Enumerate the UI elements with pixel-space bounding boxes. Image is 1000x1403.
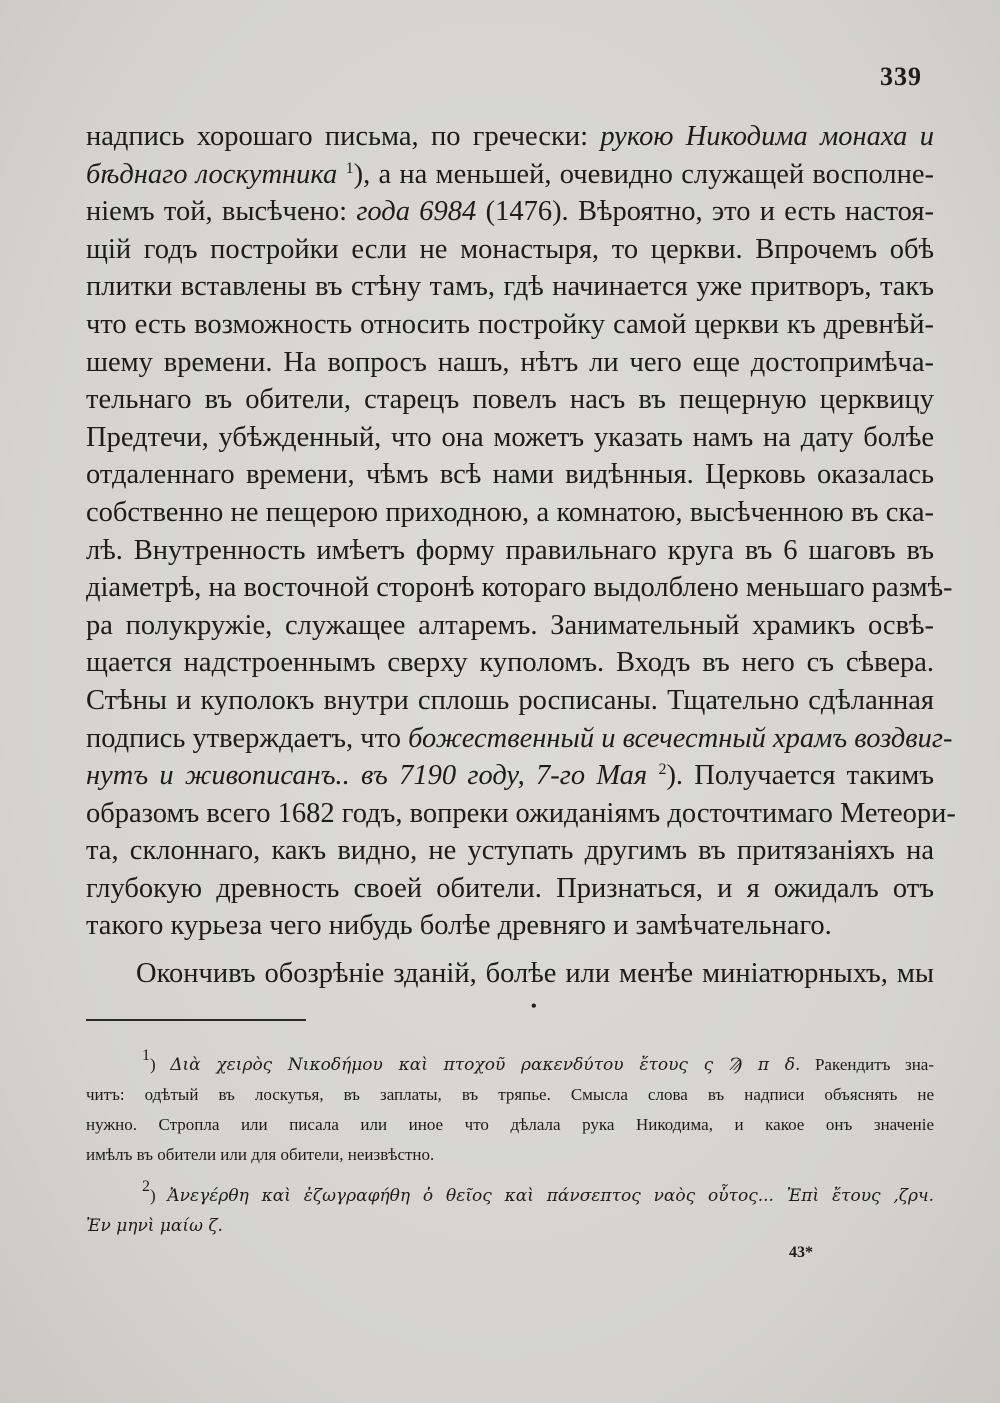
- footnote-line: имѣлъ въ обители или для обители, неизвѣстно.: [86, 1145, 435, 1164]
- italic-quote: божественный и всечестный храмъ воздвиг-: [408, 722, 953, 754]
- italic-quote: бѣднаго лоскутника: [86, 158, 338, 190]
- footnotes: [86, 1047, 935, 1241]
- printer-signature: 43*: [789, 1244, 813, 1261]
- text-line: шему времени. На вопросъ нашъ, нѣтъ ли чего еще достопримѣча-: [86, 346, 934, 378]
- text-line: образомъ всего 1682 годъ, вопреки ожиданіямъ досточтимаго Метеори-: [86, 797, 956, 829]
- separator-mark: •: [531, 998, 537, 1015]
- text-line: тельнаго въ обители, старецъ повелъ насъ въ пещерную церквицу: [86, 384, 934, 416]
- text-line: лѣ. Внутренность имѣетъ форму правильнаго круга въ 6 шаговъ въ: [86, 534, 934, 566]
- text-line: надпись хорошаго письма, по гречески: рукою Никодима монаха и: [86, 121, 934, 152]
- main-text: [86, 118, 956, 993]
- text-line: отдаленнаго времени, чѣмъ всѣ нами видѣнныя. Церковь оказалась: [86, 459, 934, 491]
- footnote-1: $^1$) Διὰ χειρὸς Νικοδήμου καὶ πτοχοῦ ρακενδύτου ἔτους ς Ϡ π δ. Ракендитъ зна-: [142, 1047, 935, 1075]
- footnote-line: нужно. Стропла или писала или иное что дѣлала рука Никодима, и какое онъ значеніе: [86, 1115, 934, 1134]
- footnote-ref-1[interactable]: 1: [345, 159, 354, 177]
- text-line: подпись утверждаетъ, что божественный и всечестный храмъ воздвиг-: [86, 722, 953, 754]
- text-line: щій годъ постройки если не монастыря, то церкви. Впрочемъ обѣ: [86, 233, 934, 265]
- text-line: собственно не пещерою приходною, а комнатою, высѣченною въ ска-: [86, 496, 934, 528]
- text-line: діаметрѣ, на восточной сторонѣ котораго выдолблено меньшаго размѣ-: [86, 572, 953, 604]
- text-line: плитки вставлены въ стѣну тамъ, гдѣ начинается уже притворъ, такъ: [86, 271, 934, 303]
- footnote-line: Ἐν μηνὶ μαίω ζ.: [86, 1216, 223, 1236]
- footnote-ref-2[interactable]: 2: [658, 761, 667, 779]
- text-line: такого курьеза чего нибудь болѣе древняго и замѣчательнаго.: [86, 910, 832, 942]
- footnote-number: 2: [142, 1178, 150, 1195]
- footnote-rule: [86, 1019, 306, 1021]
- greek-quote: Διὰ χειρὸς Νικοδήμου καὶ πτοχοῦ ρακενδύτου ἔτους ς Ϡ π δ.: [170, 1055, 801, 1075]
- text-line: ра полукружіе, служащее алтаремъ. Занимательный храмикъ освѣ-: [86, 609, 934, 641]
- footnote-number: 1: [142, 1047, 150, 1064]
- greek-quote: Ἀνεγέρθη καὶ ἐζωγραφήθη ὁ θεῖος καὶ πάνσεπτος ναὸς οὗτος... Ἐπὶ ἔτους ,ζρч.: [167, 1186, 934, 1206]
- text-line: та, склоннаго, какъ видно, не уступать другимъ въ притязаніяхъ на: [86, 835, 934, 867]
- footnote-line: читъ: одѣтый въ лоскутья, въ заплаты, въ тряпье. Смысла слова въ надписи объяснять не: [86, 1085, 934, 1104]
- text-line: Предтечи, убѣжденный, что она можетъ указать намъ на дату болѣе: [86, 421, 934, 453]
- paragraph-start: Окончивъ обозрѣніе зданій, болѣе или менѣе миніатюрныхъ, мы: [136, 958, 934, 990]
- italic-quote: рукою Никодима монаха и: [600, 121, 934, 152]
- text-line: ніемъ той, высѣчено: года 6984 (1476). Вѣроятно, это и есть настоя-: [86, 196, 934, 228]
- footnote-2: $^2$) Ἀνεγέρθη καὶ ἐζωγραφήθη ὁ θεῖος καὶ πάνσεπτος ναὸς οὗτος... Ἐπὶ ἔτους ,ζρч.: [142, 1178, 934, 1206]
- page-number: 339: [880, 62, 922, 91]
- text-line: нутъ и живописанъ.. въ 7190 году, 7-го Мая $^2$). Получается такимъ: [86, 760, 935, 792]
- italic-quote: нутъ и живописанъ.. въ 7190 году, 7-го Мая: [86, 760, 648, 792]
- italic-date: года 6984: [356, 196, 477, 228]
- text-line: бѣднаго лоскутника $^1$), а на меньшей, очевидно служащей восполне-: [86, 158, 935, 190]
- text-line: что есть возможность относить постройку самой церкви къ древнѣй-: [86, 308, 934, 340]
- text-line: Стѣны и куполокъ внутри сплошь росписаны. Тщательно сдѣланная: [86, 684, 934, 716]
- text-line: щается надстроеннымъ сверху куполомъ. Входъ въ него съ сѣвера.: [86, 647, 934, 679]
- text-line: глубокую древность своей обители. Признаться, и я ожидалъ отъ: [86, 872, 934, 904]
